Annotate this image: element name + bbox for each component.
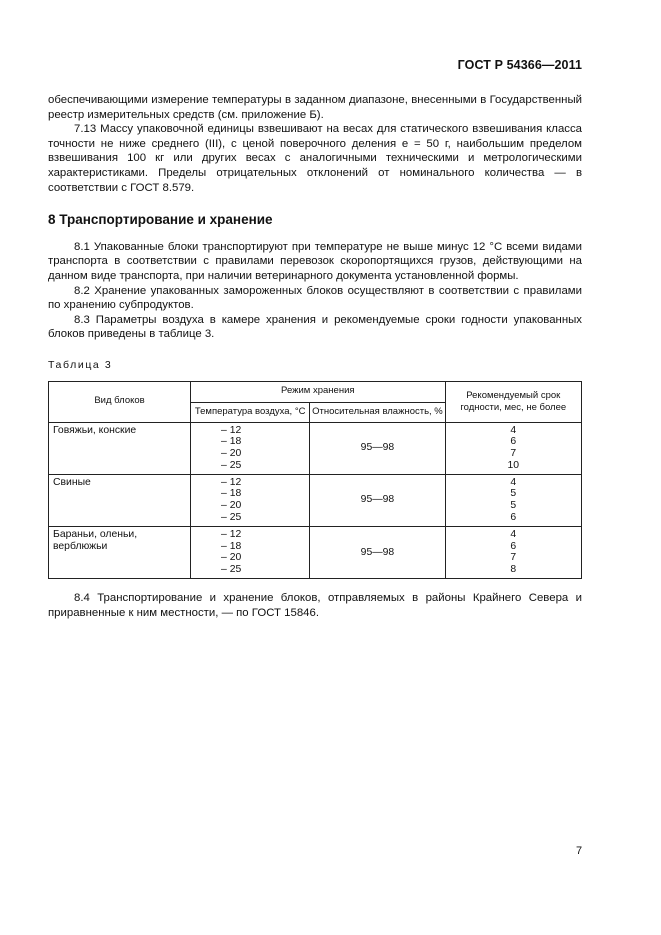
term-value: 6	[510, 540, 517, 552]
header-humidity: Относительная влажность, %	[310, 402, 445, 422]
term-value: 5	[510, 488, 517, 500]
temperature-value: – 25	[221, 459, 242, 471]
paragraph-8-2: 8.2 Хранение упакованных замороженных блоков осуществляют в соответствии с правилами по хранению субпродуктов.	[48, 284, 582, 312]
table-row	[49, 526, 582, 578]
table-row	[49, 422, 582, 474]
temperature-value: – 12	[221, 476, 242, 488]
table-caption: Таблица 3	[48, 358, 113, 371]
term-value: 6	[510, 436, 517, 448]
temperature-value: – 18	[221, 540, 242, 552]
header-storage-mode: Режим хранения	[191, 381, 446, 402]
temperature-value: – 18	[221, 436, 242, 448]
term-value: 4	[510, 424, 517, 436]
cell-temperatures	[191, 526, 310, 578]
paragraph-7-13: 7.13 Массу упаковочной единицы взвешивают на весах для статического взвешивания класса точности не ниже среднего (III), с ценой поверочного деления е = 50 г, наибольшим пределом взвешивания 100 кг или других весах с аналогичными техническими и метрологическими характеристиками. Пределы отрицательных отклонений от номинального количества — в соответствии с ГОСТ 8.579.	[48, 123, 582, 194]
document-body	[48, 93, 582, 620]
table-row	[49, 474, 582, 526]
term-value: 8	[510, 564, 517, 576]
cell-humidity: 95—98	[310, 422, 445, 474]
header-temperature: Температура воздуха, °С	[191, 402, 310, 422]
cell-temperatures	[191, 474, 310, 526]
cell-terms	[445, 474, 581, 526]
term-value: 7	[510, 448, 517, 460]
section-title: 8 Транспортирование и хранение	[48, 212, 273, 228]
paragraph-8-4: 8.4 Транспортирование и хранение блоков, отправляемых в районы Крайнего Севера и приравненные к ним местности, — по ГОСТ 15846.	[48, 592, 582, 619]
temperature-value: – 12	[221, 424, 242, 436]
temperature-value: – 20	[221, 448, 242, 460]
temperature-value: – 12	[221, 528, 242, 540]
term-value: 5	[510, 500, 517, 512]
cell-kind: Бараньи, оленьи, верблюжьи	[49, 526, 191, 578]
page-number: 7	[576, 845, 583, 857]
term-value: 10	[507, 459, 520, 471]
cell-terms	[445, 422, 581, 474]
cell-humidity: 95—98	[310, 474, 445, 526]
temperature-value: – 20	[221, 552, 242, 564]
term-value: 7	[510, 552, 517, 564]
header-kind: Вид блоков	[49, 381, 191, 422]
paragraph: обеспечивающими измерение температуры в заданном диапазоне, внесенными в Государственный реестр измерительных средств (см. приложение Б).	[48, 94, 582, 121]
temperature-value: – 25	[221, 564, 242, 576]
temperature-value: – 20	[221, 500, 242, 512]
term-value: 6	[510, 512, 517, 524]
header-term: Рекомендуемый срок годности, мес, не более	[445, 381, 581, 422]
document-id: ГОСТ Р 54366—2011	[457, 58, 582, 72]
cell-humidity: 95—98	[310, 526, 445, 578]
cell-kind: Свиные	[49, 474, 191, 526]
cell-kind: Говяжьи, конские	[49, 422, 191, 474]
term-value: 4	[510, 476, 517, 488]
paragraph-8-3: 8.3 Параметры воздуха в камере хранения и рекомендуемые сроки годности упакованных блоков приведены в таблице 3.	[48, 313, 582, 341]
temperature-value: – 18	[221, 488, 242, 500]
cell-terms	[445, 526, 581, 578]
storage-table	[48, 381, 582, 580]
paragraph-8-1: 8.1 Упакованные блоки транспортируют при температуре не выше минус 12 °С всеми видами транспорта в соответствии с правилами перевозок скоропортящихся грузов, действующими на данном виде транспорта, при наличии ветеринарного документа установленной формы.	[48, 240, 582, 282]
term-value: 4	[510, 528, 517, 540]
temperature-value: – 25	[221, 512, 242, 524]
cell-temperatures	[191, 422, 310, 474]
